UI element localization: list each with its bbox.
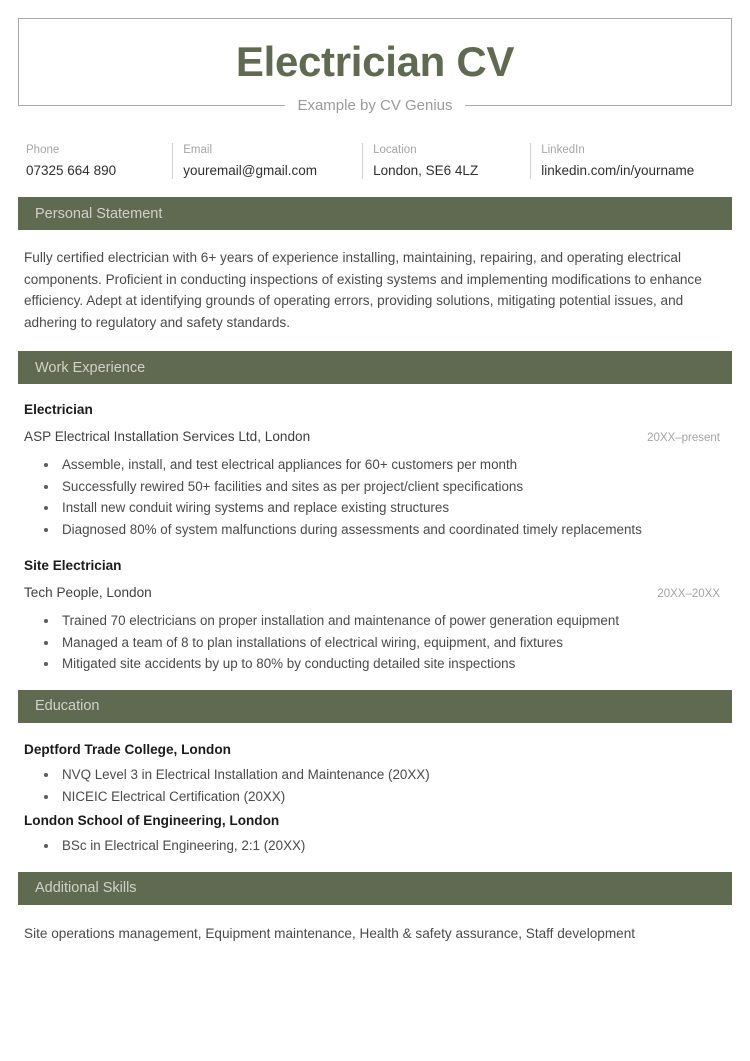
section-heading-work-experience: Work Experience bbox=[35, 359, 146, 376]
work-entry bbox=[24, 540, 726, 675]
education-bullet-list bbox=[24, 764, 726, 808]
section-body-additional-skills bbox=[18, 923, 732, 944]
contact-label-linkedin: LinkedIn bbox=[541, 144, 585, 156]
job-date: 20XX–present bbox=[647, 432, 720, 444]
contact-item-linkedin bbox=[530, 143, 728, 179]
list-item: Mitigated site accidents by up to 80% by conducting detailed site inspections bbox=[24, 653, 726, 675]
personal-statement-text: Fully certified electrician with 6+ years of experience installing, maintaining, repairing, and operating electrical components. Proficient in conducting inspections of existing systems and implementing modifications to enhance efficiency. Adept at identifying grounds of operating errors, providing solutions, mitigating potential issues, and adhering to regulatory and safety standards. bbox=[24, 250, 702, 330]
contact-label-email: Email bbox=[183, 144, 213, 156]
section-additional-skills bbox=[18, 872, 732, 944]
contact-label-phone: Phone bbox=[26, 144, 60, 156]
section-bar-work-experience bbox=[18, 351, 732, 384]
contact-item-email bbox=[172, 143, 362, 179]
section-work-experience bbox=[18, 351, 732, 675]
list-item: Assemble, install, and test electrical appliances for 60+ customers per month bbox=[24, 454, 726, 476]
section-heading-additional-skills: Additional Skills bbox=[35, 880, 137, 896]
contact-value-email[interactable]: youremail@gmail.com bbox=[183, 163, 317, 178]
contact-value-location: London, SE6 4LZ bbox=[373, 163, 479, 178]
cv-header-box bbox=[18, 18, 732, 106]
section-heading-personal-statement: Personal Statement bbox=[35, 205, 163, 222]
job-date: 20XX–20XX bbox=[657, 588, 720, 600]
list-item: Diagnosed 80% of system malfunctions during assessments and coordinated timely replacements bbox=[24, 519, 726, 541]
page-title: Electrician CV bbox=[235, 38, 515, 85]
list-item: Successfully rewired 50+ facilities and sites as per project/client specifications bbox=[24, 476, 726, 498]
job-bullet-list bbox=[24, 610, 726, 675]
contact-value-linkedin[interactable]: linkedin.com/in/yourname bbox=[541, 163, 695, 178]
section-body-personal-statement bbox=[18, 247, 732, 333]
job-company: Tech People, London bbox=[24, 585, 152, 600]
section-personal-statement bbox=[18, 197, 732, 333]
job-company: ASP Electrical Installation Services Ltd, London bbox=[24, 429, 311, 444]
job-title: Electrician bbox=[24, 402, 93, 417]
contact-row bbox=[18, 143, 732, 179]
section-body-work-experience bbox=[18, 384, 732, 675]
list-item: Install new conduit wiring systems and replace existing structures bbox=[24, 497, 726, 519]
job-meta bbox=[24, 428, 726, 446]
header-subtitle: Example by CV Genius bbox=[285, 96, 464, 116]
job-bullet-list bbox=[24, 454, 726, 540]
list-item: BSc in Electrical Engineering, 2:1 (20XX) bbox=[24, 835, 726, 857]
section-education bbox=[18, 690, 732, 857]
list-item: Trained 70 electricians on proper installation and maintenance of power generation equipment bbox=[24, 610, 726, 632]
section-bar-education bbox=[18, 690, 732, 723]
school-name: London School of Engineering, London bbox=[24, 812, 280, 828]
list-item: NVQ Level 3 in Electrical Installation and Maintenance (20XX) bbox=[24, 764, 726, 786]
education-entry bbox=[24, 808, 726, 857]
contact-item-phone bbox=[22, 143, 172, 179]
job-meta bbox=[24, 584, 726, 602]
additional-skills-text: Site operations management, Equipment maintenance, Health & safety assurance, Staff development bbox=[24, 925, 636, 941]
section-bar-personal-statement bbox=[18, 197, 732, 230]
contact-value-phone: 07325 664 890 bbox=[26, 163, 117, 178]
list-item: Managed a team of 8 to plan installations of electrical wiring, equipment, and fixtures bbox=[24, 632, 726, 654]
work-entry bbox=[24, 384, 726, 540]
contact-label-location: Location bbox=[373, 144, 417, 156]
section-body-education bbox=[18, 723, 732, 857]
section-bar-additional-skills bbox=[18, 872, 732, 905]
education-entry bbox=[24, 723, 726, 808]
contact-item-location bbox=[362, 143, 530, 179]
school-name: Deptford Trade College, London bbox=[24, 741, 231, 757]
education-bullet-list bbox=[24, 835, 726, 857]
list-item: NICEIC Electrical Certification (20XX) bbox=[24, 786, 726, 808]
section-heading-education: Education bbox=[35, 698, 100, 714]
job-title: Site Electrician bbox=[24, 558, 122, 573]
